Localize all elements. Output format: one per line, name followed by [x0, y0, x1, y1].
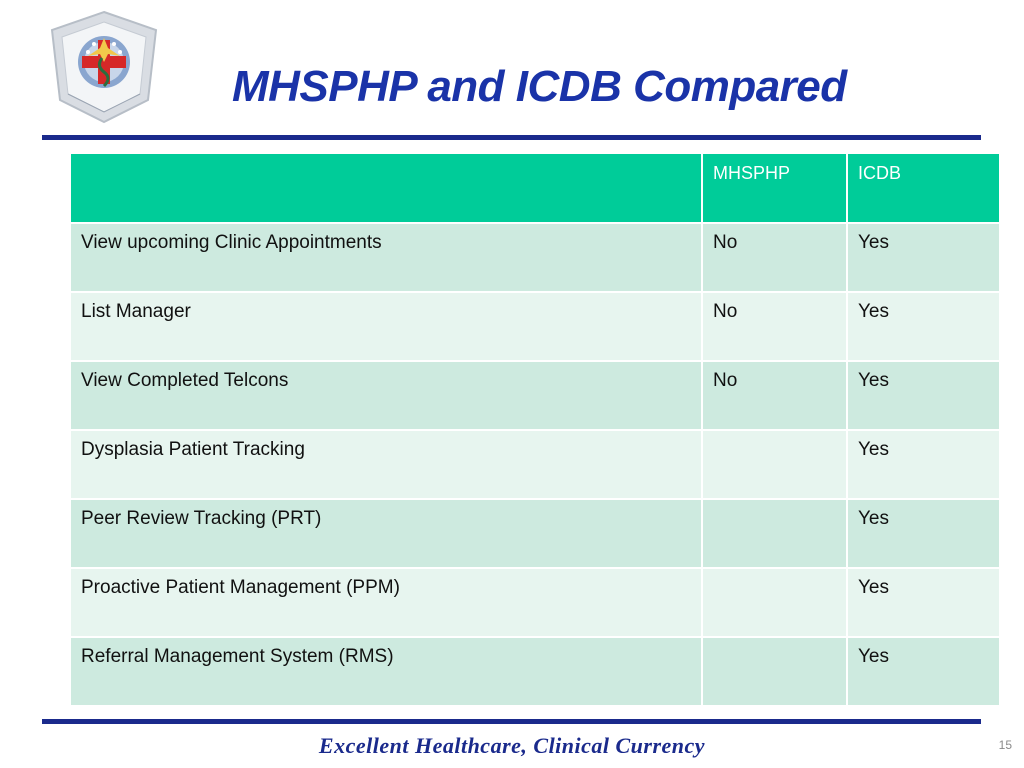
mhsphp-cell: [702, 430, 847, 499]
table-row: [70, 568, 1000, 637]
icdb-cell: Yes: [847, 361, 1000, 430]
table-row: [70, 637, 1000, 706]
table-row: [70, 430, 1000, 499]
icdb-cell: Yes: [847, 568, 1000, 637]
mhsphp-cell: [702, 568, 847, 637]
mhsphp-cell: No: [702, 223, 847, 292]
mhsphp-cell: [702, 499, 847, 568]
feature-cell: Dysplasia Patient Tracking: [70, 430, 702, 499]
feature-cell: View Completed Telcons: [70, 361, 702, 430]
header-cell-feature: [70, 153, 702, 223]
feature-cell: View upcoming Clinic Appointments: [70, 223, 702, 292]
title-divider: [42, 135, 981, 140]
icdb-cell: Yes: [847, 292, 1000, 361]
table-row: [70, 361, 1000, 430]
footer-tagline: Excellent Healthcare, Clinical Currency: [318, 733, 706, 758]
header-cell-mhsphp: MHSPHP: [702, 153, 847, 223]
comparison-table: [69, 152, 1001, 707]
mhsphp-cell: No: [702, 292, 847, 361]
page-number: 15: [998, 738, 1012, 752]
mhsphp-cell: [702, 637, 847, 706]
icdb-cell: Yes: [847, 499, 1000, 568]
feature-cell: List Manager: [70, 292, 702, 361]
feature-cell: Peer Review Tracking (PRT): [70, 499, 702, 568]
table-header-row: [70, 153, 1000, 223]
table-row: [70, 499, 1000, 568]
slide-title: MHSPHP and ICDB Compared: [232, 62, 847, 111]
icdb-cell: Yes: [847, 430, 1000, 499]
icdb-cell: Yes: [847, 223, 1000, 292]
footer-divider: [42, 719, 981, 724]
mhsphp-cell: No: [702, 361, 847, 430]
air-force-medical-operations-agency-seal-icon: [44, 8, 164, 126]
table-row: [70, 292, 1000, 361]
table-row: [70, 223, 1000, 292]
feature-cell: Proactive Patient Management (PPM): [70, 568, 702, 637]
icdb-cell: Yes: [847, 637, 1000, 706]
header-cell-icdb: ICDB: [847, 153, 1000, 223]
feature-cell: Referral Management System (RMS): [70, 637, 702, 706]
